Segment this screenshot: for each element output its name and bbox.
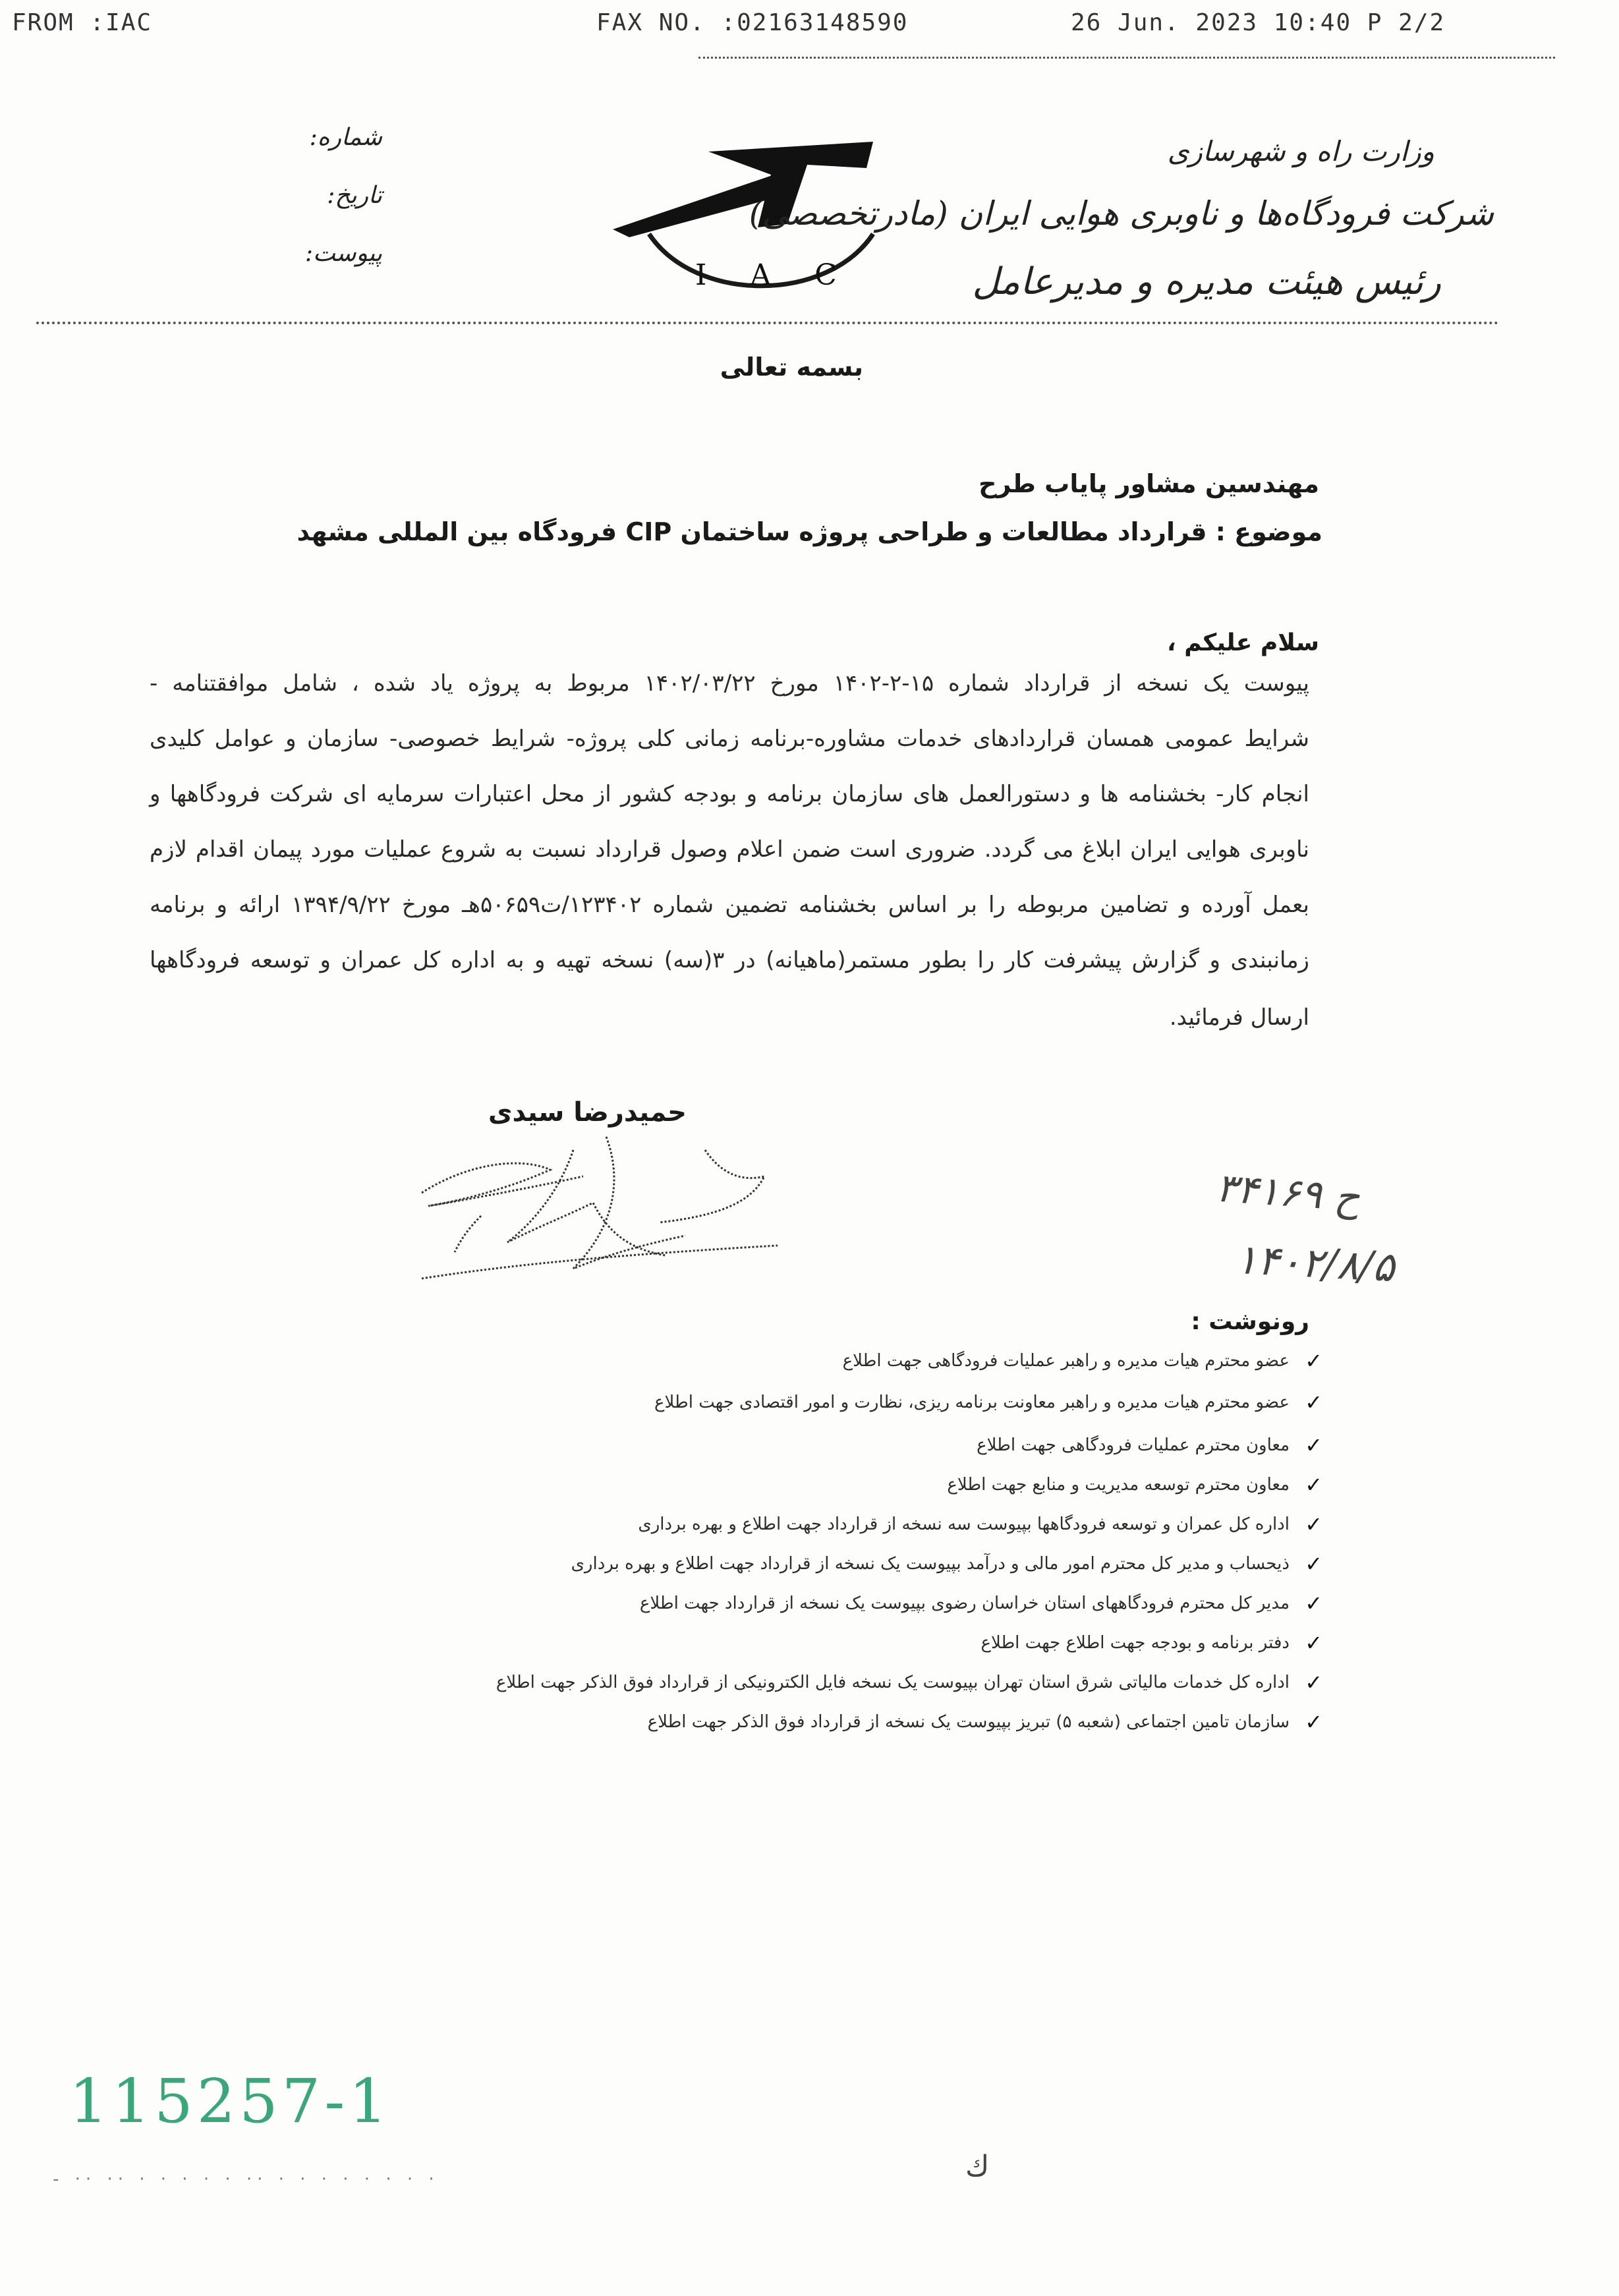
fax-from: FROM :IAC — [12, 9, 153, 36]
check-icon: ✓ — [1305, 1630, 1322, 1655]
cc-item-text: سازمان تامین اجتماعی (شعبه ۵) تبریز بپیوست یک نسخه از قرارداد فوق الذکر جهت اطلاع — [647, 1712, 1290, 1732]
cc-item — [654, 1390, 1322, 1415]
recipient: مهندسین مشاور پایاب طرح — [979, 469, 1319, 498]
signatory-name: حمیدرضا سیدی — [488, 1097, 687, 1128]
body-line-4: ناوبری هوایی ایران ابلاغ می گردد. ضروری است ضمن اعلام وصول قرارداد نسبت به شروع عملیات مورد پیمان اقدام لازم — [150, 836, 1309, 863]
check-icon: ✓ — [1305, 1433, 1322, 1458]
check-icon: ✓ — [1305, 1472, 1322, 1497]
cc-item — [947, 1472, 1322, 1497]
check-icon: ✓ — [1305, 1591, 1322, 1616]
cc-item — [647, 1709, 1322, 1735]
logo-text: I A C — [695, 258, 854, 292]
cc-item — [977, 1433, 1322, 1458]
invocation: بسمه تعالی — [720, 353, 863, 382]
number-field-label: شماره: — [309, 124, 382, 151]
greeting: سلام علیکم ، — [1166, 629, 1319, 656]
cc-item-text: مدیر کل محترم فرودگاههای استان خراسان رضوی بپیوست یک نسخه از قرارداد جهت اطلاع — [639, 1593, 1290, 1613]
cc-item-text: اداره کل عمران و توسعه فرودگاهها بپیوست سه نسخه از قرارداد جهت اطلاع و بهره برداری — [638, 1514, 1290, 1534]
cc-item-text: عضو محترم هیات مدیره و راهبر معاونت برنامه ریزی، نظارت و امور اقتصادی جهت اطلاع — [654, 1392, 1290, 1412]
cc-item — [842, 1348, 1322, 1373]
cc-item — [638, 1512, 1322, 1537]
cc-item-text: معاون محترم عملیات فرودگاهی جهت اطلاع — [977, 1435, 1290, 1455]
fax-number: FAX NO. :02163148590 — [596, 9, 909, 36]
body-line-5: بعمل آورده و تضامین مربوطه را بر اساس بخشنامه تضمین شماره ۱۲۳۴۰۲/ت۵۰۶۵۹هـ مورخ ۱۳۹۴/۹/۲۲ ارائه و برنامه — [150, 892, 1309, 918]
check-icon: ✓ — [1305, 1348, 1322, 1373]
cc-item — [571, 1551, 1322, 1576]
body-line-1: پیوست یک نسخه از قرارداد شماره ۱۵-۲-۱۴۰۲ مورخ ۱۴۰۲/۰۳/۲۲ مربوط به پروژه یاد شده ، شامل موافقتنامه - — [150, 670, 1309, 697]
fax-datetime: 26 Jun. 2023 10:40 P 2/2 — [1071, 9, 1446, 36]
body-line-2: شرایط عمومی همسان قراردادهای خدمات مشاوره-برنامه زمانی کلی پروژه- شرایط خصوصی- سازمان و عوامل کلیدی — [150, 726, 1309, 752]
handwritten-note-1: ۳۴۱۶۹ ح — [1214, 1164, 1362, 1221]
cc-item — [639, 1591, 1322, 1616]
handwritten-note-2: ۱۴۰۲/۸/۵ — [1234, 1234, 1396, 1292]
body-line-6: زمانبندی و گزارش پیشرفت کار را بطور مستمر(ماهیانه) در ۳(سه) نسخه تهیه و به اداره کل عمران و توسعه فرودگاهها — [150, 947, 1309, 973]
cc-item-text: اداره کل خدمات مالیاتی شرق استان تهران بپیوست یک نسخه فایل الکترونیکی از قرارداد فوق الذکر جهت اطلاع — [496, 1673, 1290, 1692]
handwritten-reference-number: 115257-1 — [69, 2066, 391, 2137]
date-field-label: تاریخ: — [327, 182, 382, 209]
letterhead-rule — [36, 322, 1499, 324]
check-icon: ✓ — [1305, 1512, 1322, 1537]
letterhead-left-fields — [283, 109, 382, 283]
body-line-3: انجام کار- بخشنامه ها و دستورالعمل های سازمان برنامه و بودجه کشور از محل اعتبارات سرمایه ای شرکت فرودگاهها و — [150, 781, 1309, 807]
check-icon: ✓ — [1305, 1709, 1322, 1735]
attachment-field-label: پیوست: — [304, 240, 382, 267]
cc-title: رونوشت : — [1191, 1308, 1309, 1335]
cc-item-text: دفتر برنامه و بودجه جهت اطلاع جهت اطلاع — [980, 1633, 1290, 1653]
cc-item-text: عضو محترم هیات مدیره و راهبر عملیات فرودگاهی جهت اطلاع — [842, 1351, 1290, 1371]
check-icon: ✓ — [1305, 1390, 1322, 1415]
check-icon: ✓ — [1305, 1670, 1322, 1695]
fax-header-rule — [698, 57, 1555, 59]
body-line-7: ارسال فرمائید. — [1169, 1004, 1309, 1031]
cc-item — [980, 1630, 1322, 1655]
cc-item — [496, 1670, 1322, 1695]
footer-mark-glyph: ﻙ — [965, 2150, 990, 2183]
cc-item-text: معاون محترم توسعه مدیریت و منابع جهت اطلاع — [947, 1475, 1290, 1495]
check-icon: ✓ — [1305, 1551, 1322, 1576]
signature — [409, 1130, 804, 1295]
ministry-name: وزارت راه و شهرسازی — [1167, 135, 1434, 167]
subject: موضوع : قرارداد مطالعات و طراحی پروژه ساختمان CIP فرودگاه بین المللی مشهد — [297, 517, 1322, 546]
footer-scan-marks: - ·· ·· · · · · · ·· · · · · · · · · — [53, 2169, 440, 2189]
company-name: شرکت فرودگاه‌ها و ناوبری هوایی ایران (مادرتخصصی) — [749, 194, 1494, 233]
cc-item-text: ذیحساب و مدیر کل محترم امور مالی و درآمد بپیوست یک نسخه از قرارداد جهت اطلاع و بهره برداری — [571, 1554, 1290, 1574]
chairman-title: رئیس هیئت مدیره و مدیرعامل — [972, 260, 1441, 303]
